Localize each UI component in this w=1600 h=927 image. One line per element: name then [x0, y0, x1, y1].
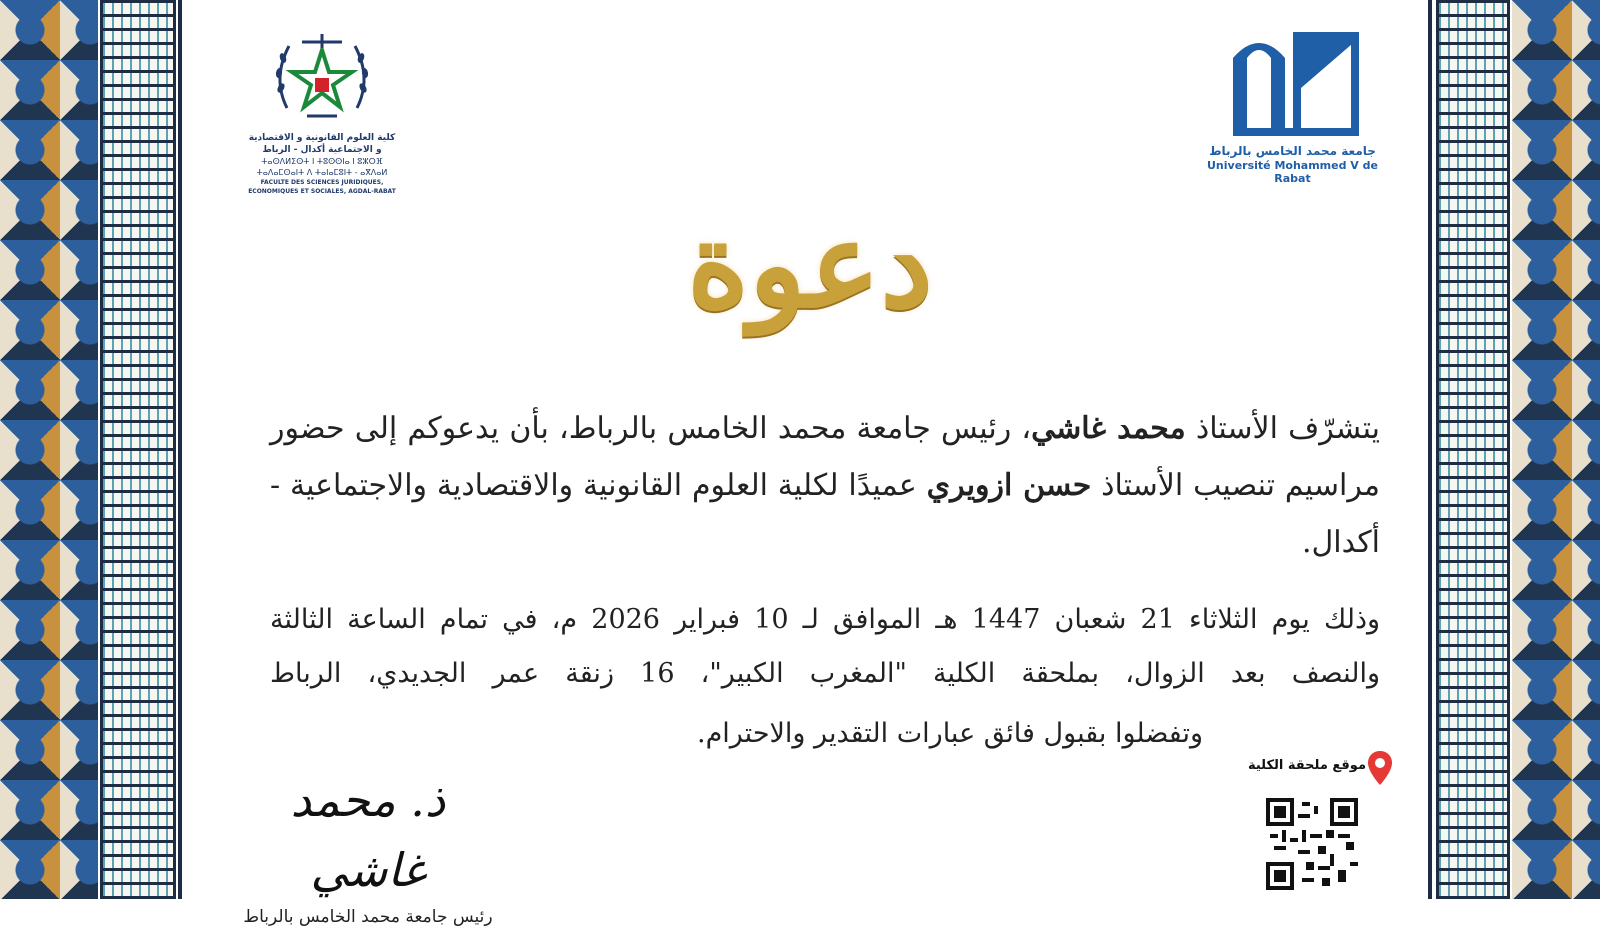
university-name-french: Université Mohammed V de Rabat — [1207, 159, 1378, 185]
faculty-name-french-1: FACULTE DES SCIENCES JURIDIQUES, — [260, 179, 384, 186]
title-text: دعوة — [687, 195, 933, 334]
signature-name: ذ. محمد غاشي — [290, 773, 446, 897]
paragraph-closing: وتفضلوا بقبول فائق عبارات التقدير والاحترام. — [696, 718, 1203, 749]
paragraph-intro — [270, 400, 1380, 571]
faculty-name-arabic-1: كلية العلوم القانونية و الاقتصادية — [248, 133, 396, 143]
faculty-name-tifinagh-2: ⵜⴰⴷⴰⵎⵙⴰⵏⵜ ⴷ ⵜⴰⵏⴰⵎⵓⵏⵜ - ⴰⴳⴷⴰⵍ — [256, 168, 388, 177]
faculty-name-french-2: ECONOMIQUES ET SOCIALES, AGDAL-RABAT — [248, 188, 396, 195]
right-decorative-border — [1428, 0, 1600, 899]
university-emblem-icon — [1223, 28, 1363, 138]
intro-end: عميدًا لكلية العلوم القانونية والاقتصادية والاجتماعية - أكدال. — [270, 468, 1380, 560]
intro-middle: ، رئيس جامعة محمد الخامس بالرباط، بأن يدعوكم إلى حضور مراسيم تنصيب الأستاذ — [270, 411, 1380, 503]
university-logo — [1190, 28, 1395, 185]
map-pin-icon — [1367, 750, 1393, 786]
president-name: محمد غاشي — [1031, 411, 1186, 446]
signature-role: رئيس جامعة محمد الخامس بالرباط — [243, 907, 493, 927]
invitation-title — [560, 180, 1060, 360]
intro-start: يتشرّف الأستاذ — [1185, 411, 1381, 446]
invitation-body — [270, 400, 1380, 761]
faculty-logo — [222, 28, 422, 196]
dean-name: حسن ازويري — [926, 468, 1092, 503]
location-label: موقع ملحقة الكلية — [1247, 758, 1366, 773]
location-block — [1230, 750, 1400, 773]
left-decorative-border — [0, 0, 192, 899]
signature-block — [228, 765, 508, 927]
faculty-name-arabic-2: و الاجتماعية أكدال - الرباط — [262, 145, 382, 155]
qr-code[interactable] — [1266, 798, 1358, 890]
faculty-name-tifinagh-1: ⵜⴰⵙⴷⵍⵉⵙⵜ ⵏ ⵜⵓⵙⵙⵏⴰ ⵏ ⵓⵣⵔⴼ — [261, 157, 383, 166]
university-name-arabic: جامعة محمد الخامس بالرباط — [1209, 144, 1376, 158]
faculty-emblem-icon — [267, 28, 377, 128]
paragraph-date-place: وذلك يوم الثلاثاء 21 شعبان 1447 هـ الموافق لـ 10 فبراير 2026 م، في تمام الساعة الثالثة والنصف بعد الزوال، بملحقة الكلية "المغرب الكبير"، 16 زنقة عمر الجديدي، الرباط — [270, 604, 1381, 689]
